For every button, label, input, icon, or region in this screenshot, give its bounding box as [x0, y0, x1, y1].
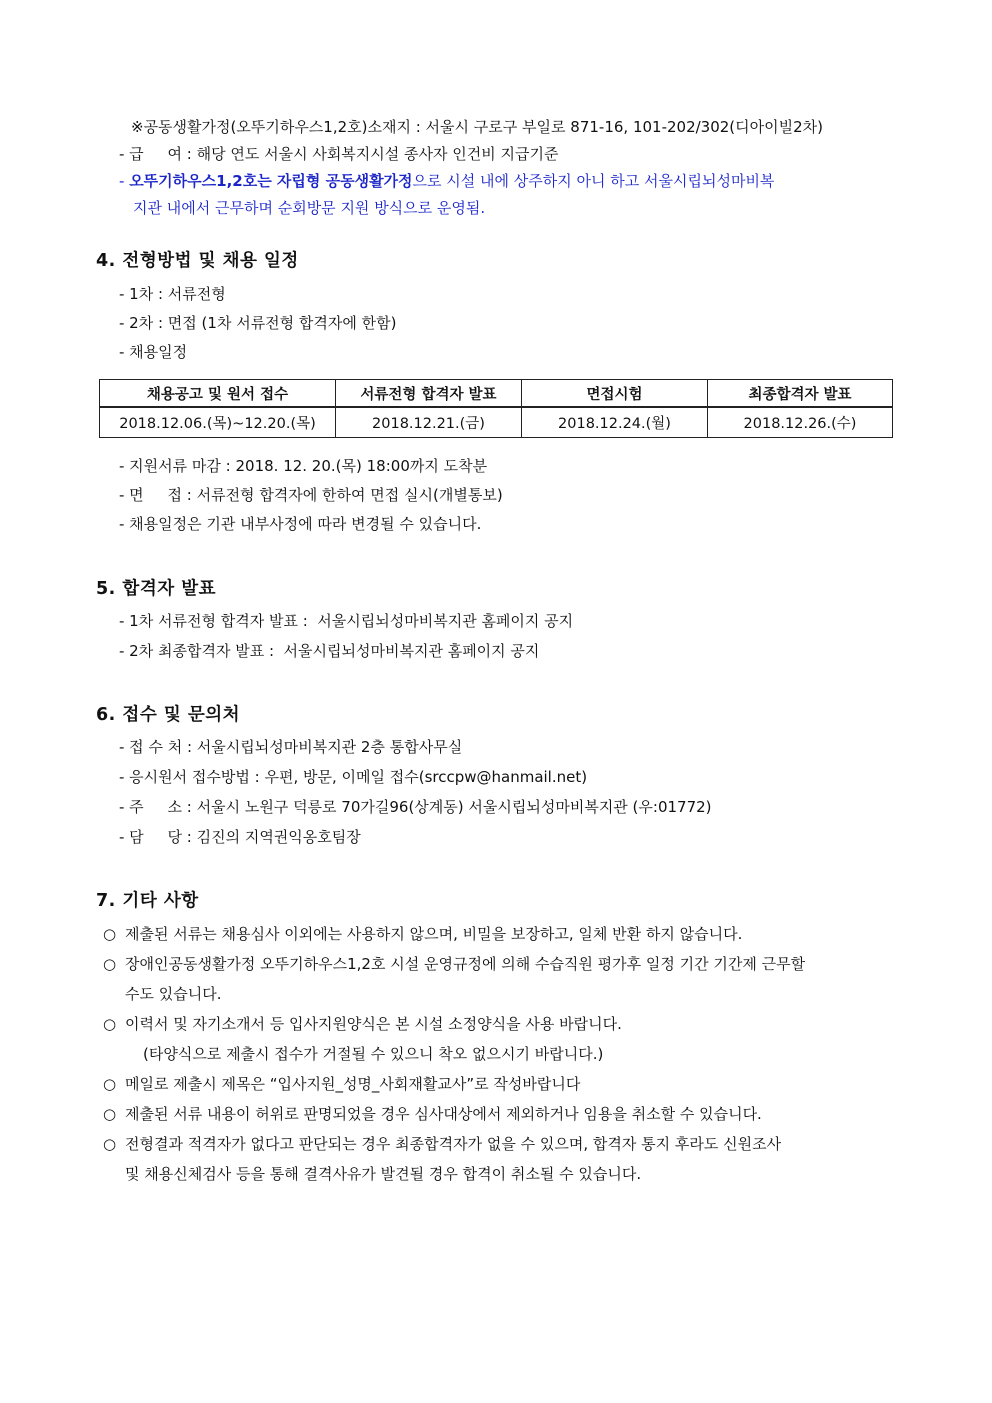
section-7-text: 이력서 및 자기소개서 등 입사지원양식은 본 시설 소정양식을 사용 바랍니다.: [125, 1015, 622, 1033]
section-7-continuation: 및 채용신체검사 등을 통해 결격사유가 발견될 경우 합격이 취소될 수 있습니다.: [125, 1165, 642, 1183]
schedule-table: [99, 379, 893, 438]
section-7-item: [103, 954, 805, 974]
section-7-item: [103, 1134, 781, 1154]
section-7-title: 7. 기타 사항: [96, 891, 199, 911]
section-4-note: - 지원서류 마감 : 2018. 12. 20.(목) 18:00까지 도착분: [119, 457, 488, 475]
salary-line: - 급 여 : 해당 연도 서울시 사회복지시설 종사자 인건비 지급기준: [119, 145, 559, 163]
section-7-continuation: (타양식으로 제출시 접수가 거절될 수 있으니 착오 없으시기 바랍니다.): [143, 1045, 604, 1063]
section-4-item: - 채용일정: [119, 343, 188, 361]
notice-bold: 오뚜기하우스1,2호는 자립형 공동생활가정: [129, 172, 413, 190]
table-cell: 2018.12.26.(수): [708, 407, 893, 438]
section-6-item: - 접 수 처 : 서울시립뇌성마비복지관 2층 통합사무실: [119, 738, 463, 756]
bullet-circle: ○: [103, 1015, 117, 1033]
section-4-item: - 1차 : 서류전형: [119, 285, 226, 303]
notice-prefix: -: [119, 172, 130, 190]
section-4-note: - 채용일정은 기관 내부사정에 따라 변경될 수 있습니다.: [119, 515, 482, 533]
section-7-text: 메일로 제출시 제목은 “입사지원_성명_사회재활교사”로 작성바랍니다: [125, 1075, 581, 1093]
table-header-cell: 면접시험: [522, 380, 708, 408]
notice-rest: 으로 시설 내에 상주하지 아니 하고 서울시립뇌성마비복: [412, 172, 775, 190]
section-7-item: [103, 1104, 762, 1124]
section-6-item: - 주 소 : 서울시 노원구 덕릉로 70가길96(상계동) 서울시립뇌성마비복지관 (우:01772): [119, 798, 712, 816]
section-6-item: - 응시원서 접수방법 : 우편, 방문, 이메일 접수(srccpw@hanmail.net): [119, 768, 588, 786]
bullet-circle: ○: [103, 1135, 117, 1153]
section-4-item: - 2차 : 면접 (1차 서류전형 합격자에 한함): [119, 314, 397, 332]
section-5-title: 5. 합격자 발표: [96, 579, 217, 599]
section-7-text: 제출된 서류는 채용심사 이외에는 사용하지 않으며, 비밀을 보장하고, 일체 반환 하지 않습니다.: [125, 925, 743, 943]
section-7-item: [103, 1074, 580, 1094]
table-cell: 2018.12.21.(금): [336, 407, 522, 438]
table-header-cell: 채용공고 및 원서 접수: [100, 380, 336, 408]
section-7-text: 제출된 서류 내용이 허위로 판명되었을 경우 심사대상에서 제외하거나 임용을 취소할 수 있습니다.: [125, 1105, 762, 1123]
notice-line-2: 지관 내에서 근무하며 순회방문 지원 방식으로 운영됨.: [133, 199, 486, 217]
section-7-text: 장애인공동생활가정 오뚜기하우스1,2호 시설 운영규정에 의해 수습직원 평가후 일정 기간 기간제 근무할: [125, 955, 806, 973]
section-7-item: [103, 924, 742, 944]
section-6-item: - 담 당 : 김진의 지역권익옹호팀장: [119, 828, 361, 846]
table-cell: 2018.12.24.(월): [522, 407, 708, 438]
section-5-item: - 1차 서류전형 합격자 발표 : 서울시립뇌성마비복지관 홈페이지 공지: [119, 612, 574, 630]
section-4-title: 4. 전형방법 및 채용 일정: [96, 251, 299, 271]
section-5-item: - 2차 최종합격자 발표 : 서울시립뇌성마비복지관 홈페이지 공지: [119, 642, 540, 660]
section-4-note: - 면 접 : 서류전형 합격자에 한하여 면접 실시(개별통보): [119, 486, 503, 504]
section-6-title: 6. 접수 및 문의처: [96, 705, 241, 725]
table-header-row: [100, 380, 893, 408]
table-row: [100, 407, 893, 438]
bullet-circle: ○: [103, 1105, 117, 1123]
section-7-continuation: 수도 있습니다.: [125, 985, 222, 1003]
section-7-item: [103, 1014, 622, 1034]
bullet-circle: ○: [103, 1075, 117, 1093]
section-7-text: 전형결과 적격자가 없다고 판단되는 경우 최종합격자가 없을 수 있으며, 합격자 통지 후라도 신원조사: [125, 1135, 782, 1153]
notice-line-1: [119, 171, 774, 191]
table-header-cell: 최종합격자 발표: [708, 380, 893, 408]
bullet-circle: ○: [103, 925, 117, 943]
bullet-circle: ○: [103, 955, 117, 973]
table-cell: 2018.12.06.(목)~12.20.(목): [100, 407, 336, 438]
location-note: ※공동생활가정(오뚜기하우스1,2호)소재지 : 서울시 구로구 부일로 871-16, 101-202/302(디아이빌2차): [131, 118, 823, 136]
table-header-cell: 서류전형 합격자 발표: [336, 380, 522, 408]
